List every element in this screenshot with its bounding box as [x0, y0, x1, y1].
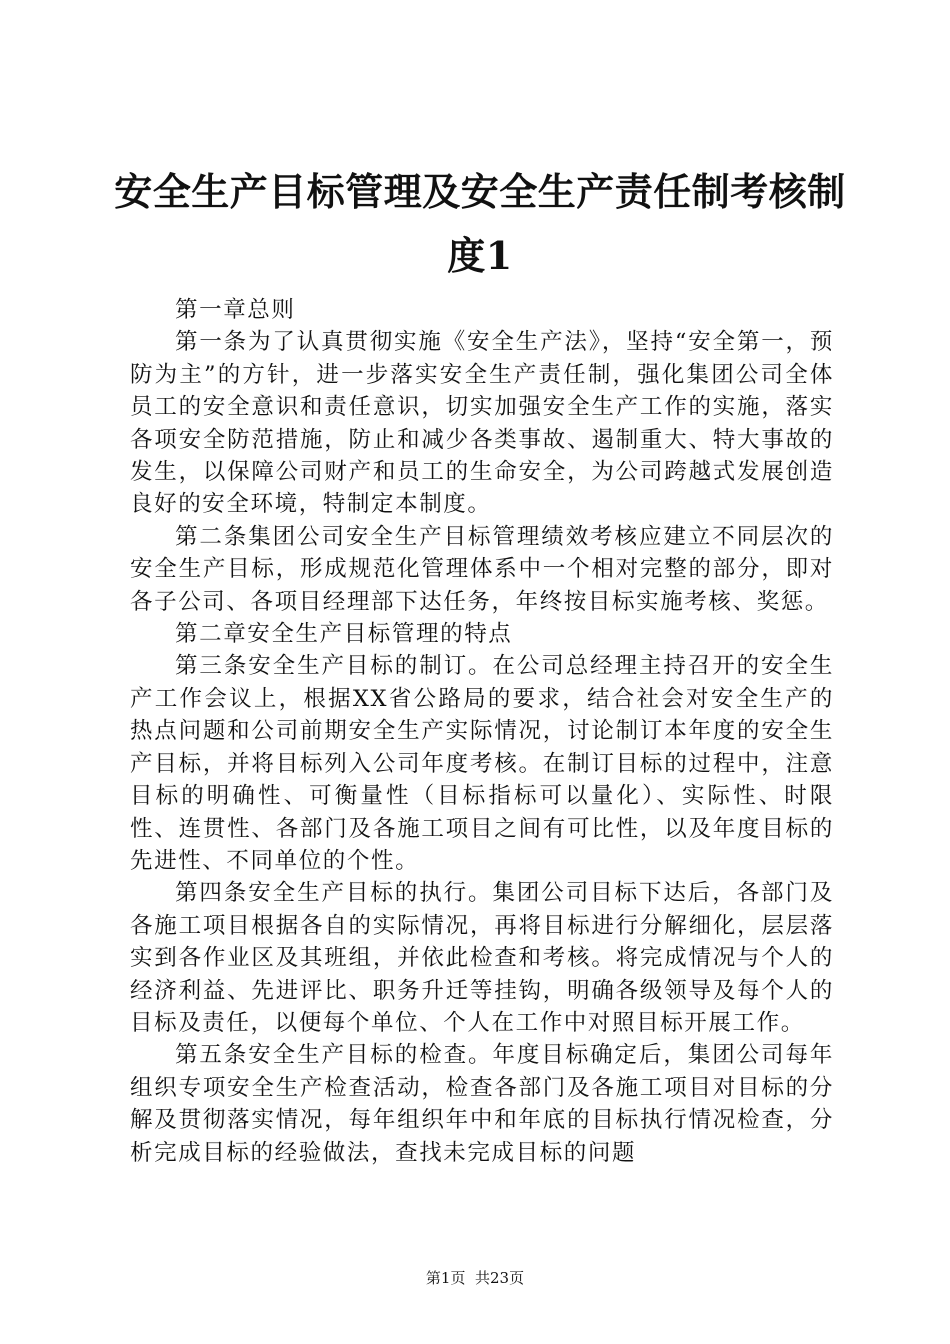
chapter-heading: 第二章安全生产目标管理的特点 — [175, 621, 513, 648]
page-number: 第1页 — [425, 1269, 466, 1287]
paragraph: 第五条安全生产目标的检查。年度目标确定后，集团公司每年组织专项安全生产检查活动，检查各部门及各施工项目对目标的分解及贯彻落实情况，每年组织年中和年底的目标执行情况检查，分析完成目标的经验做法，查找未完成目标的问题 — [130, 1042, 834, 1166]
paragraph: 第四条安全生产目标的执行。集团公司目标下达后，各部门及各施工项目根据各自的实际情况，再将目标进行分解细化，层层落实到各作业区及其班组，并依此检查和考核。将完成情况与个人的经济利益、先进评比、职务升迁等挂钩，明确各级领导及每个人的目标及责任，以便每个单位、个人在工作中对照目标开展工作。 — [130, 880, 834, 1036]
paragraph: 第三条安全生产目标的制订。在公司总经理主持召开的安全生产工作会议上，根据XX省公路局的要求，结合社会对安全生产的热点问题和公司前期安全生产实际情况，讨论制订本年度的安全生产目标，并将目标列入公司年度考核。在制订目标的过程中，注意目标的明确性、可衡量性（目标指标可以量化）、实际性、时限性、连贯性、各部门及各施工项目之间有可比性，以及年度目标的先进性、不同单位的个性。 — [130, 653, 834, 874]
page-footer — [0, 1268, 950, 1288]
paragraph: 第一条为了认真贯彻实施《安全生产法》，坚持“安全第一，预防为主”的方针，进一步落实安全生产责任制，强化集团公司全体员工的安全意识和责任意识，切实加强安全生产工作的实施，落实各项安全防范措施，防止和减少各类事故、遏制重大、特大事故的发生，以保障公司财产和员工的生命安全，为公司跨越式发展创造良好的安全环境，特制定本制度。 — [130, 329, 834, 518]
document-body — [130, 294, 834, 1169]
document-title: 安全生产目标管理及安全生产责任制考核制度1 — [114, 169, 846, 278]
page-total: 共23页 — [475, 1269, 525, 1287]
paragraph: 第二条集团公司安全生产目标管理绩效考核应建立不同层次的安全生产目标，形成规范化管理体系中一个相对完整的部分，即对各子公司、各项目经理部下达任务，年终按目标实施考核、奖惩。 — [130, 523, 834, 615]
chapter-heading: 第一章总则 — [175, 297, 296, 323]
